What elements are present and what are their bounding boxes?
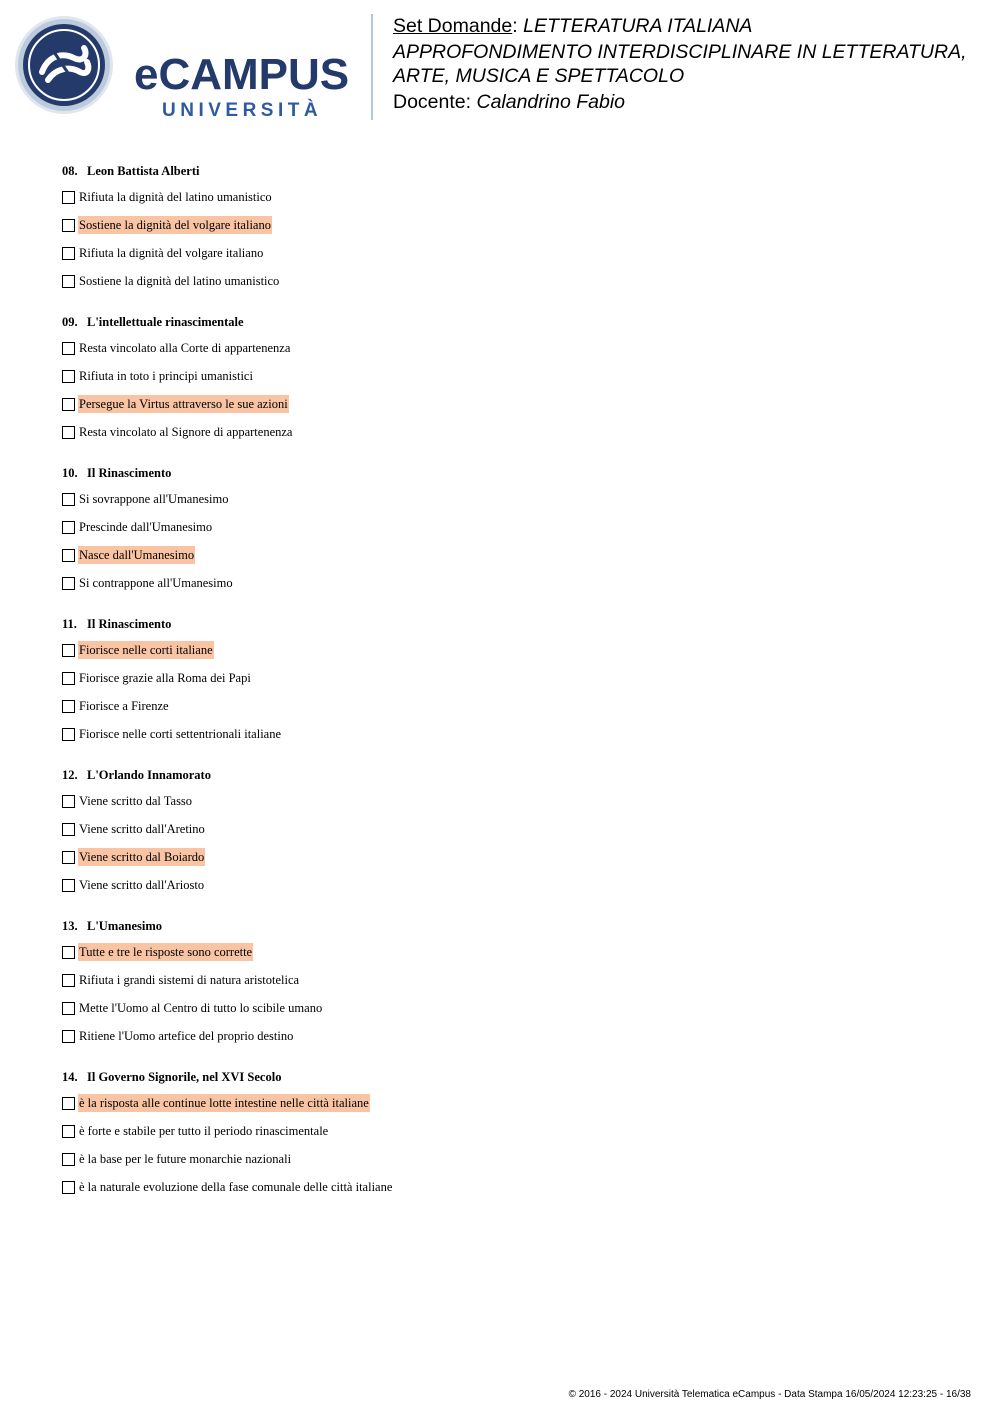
question-block — [62, 313, 762, 451]
answer-option[interactable] — [62, 971, 762, 999]
answer-text: Si contrappone all'Umanesimo — [79, 576, 233, 590]
set-colon: : — [512, 15, 518, 37]
answer-text-highlighted: Viene scritto dal Boiardo — [79, 850, 205, 864]
answer-option[interactable] — [62, 641, 762, 669]
ecampus-logo — [14, 14, 359, 121]
answer-option[interactable] — [62, 1094, 762, 1122]
answer-option[interactable] — [62, 1027, 762, 1055]
answer-text: Viene scritto dal Tasso — [79, 794, 193, 808]
answer-text: Resta vincolato al Signore di appartenenza — [79, 425, 293, 439]
answer-checkbox[interactable] — [62, 370, 75, 383]
question-title — [62, 162, 762, 180]
answer-checkbox[interactable] — [62, 1153, 75, 1166]
answer-checkbox[interactable] — [62, 1181, 75, 1194]
question-number: 10. — [62, 466, 78, 480]
docente-label: Docente: — [393, 91, 472, 113]
answer-checkbox[interactable] — [62, 577, 75, 590]
answer-text-highlighted: Fiorisce nelle corti italiane — [79, 643, 213, 657]
answer-text: Rifiuta la dignità del volgare italiano — [79, 246, 264, 260]
page-footer: © 2016 - 2024 Università Telematica eCampus - Data Stampa 16/05/2024 12:23:25 - 16/38 — [568, 1389, 971, 1400]
question-title — [62, 464, 762, 482]
answer-checkbox[interactable] — [62, 275, 75, 288]
question-text: Il Governo Signorile, nel XVI Secolo — [87, 1070, 282, 1084]
question-text: Il Rinascimento — [87, 617, 172, 631]
question-number: 13. — [62, 919, 78, 933]
answer-option[interactable] — [62, 339, 762, 367]
answer-option[interactable] — [62, 697, 762, 725]
question-number: 12. — [62, 768, 78, 782]
question-title — [62, 766, 762, 784]
answer-text: Fiorisce a Firenze — [79, 699, 169, 713]
answer-option[interactable] — [62, 188, 762, 216]
answer-option[interactable] — [62, 423, 762, 451]
question-number: 08. — [62, 164, 78, 178]
answer-text: è la naturale evoluzione della fase comunale delle città italiane — [79, 1180, 393, 1194]
answer-checkbox[interactable] — [62, 644, 75, 657]
answer-checkbox[interactable] — [62, 521, 75, 534]
answer-text: Fiorisce nelle corti settentrionali italiane — [79, 727, 282, 741]
header-divider — [371, 14, 373, 120]
question-text: L'Umanesimo — [87, 919, 162, 933]
answer-option[interactable] — [62, 725, 762, 753]
answer-checkbox[interactable] — [62, 219, 75, 232]
question-number: 09. — [62, 315, 78, 329]
course-name: LETTERATURA ITALIANA — [523, 15, 753, 37]
answer-text-highlighted: è la risposta alle continue lotte intestine nelle città italiane — [79, 1096, 369, 1110]
answer-checkbox[interactable] — [62, 1097, 75, 1110]
answer-option[interactable] — [62, 876, 762, 904]
question-title — [62, 1068, 762, 1086]
answer-option[interactable] — [62, 518, 762, 546]
answer-checkbox[interactable] — [62, 1002, 75, 1015]
question-text: L'Orlando Innamorato — [87, 768, 211, 782]
answer-checkbox[interactable] — [62, 795, 75, 808]
question-block — [62, 162, 762, 300]
question-text: Leon Battista Alberti — [87, 164, 200, 178]
set-label: Set Domande — [393, 15, 513, 37]
brand-wordmark: eCAMPUS — [134, 50, 350, 99]
docente-line — [393, 90, 983, 114]
answer-checkbox[interactable] — [62, 946, 75, 959]
answer-text: Rifiuta i grandi sistemi di natura aristotelica — [79, 973, 300, 987]
answer-text: Viene scritto dall'Ariosto — [79, 878, 205, 892]
answer-checkbox[interactable] — [62, 728, 75, 741]
answer-option[interactable] — [62, 848, 762, 876]
answer-option[interactable] — [62, 574, 762, 602]
question-title — [62, 313, 762, 331]
answer-checkbox[interactable] — [62, 1030, 75, 1043]
answer-option[interactable] — [62, 490, 762, 518]
answer-checkbox[interactable] — [62, 879, 75, 892]
answer-text: Rifiuta in toto i principi umanistici — [79, 369, 253, 383]
answer-checkbox[interactable] — [62, 974, 75, 987]
answer-text-highlighted: Persegue la Virtus attraverso le sue azioni — [79, 397, 288, 411]
answer-option[interactable] — [62, 792, 762, 820]
answer-text: Rifiuta la dignità del latino umanistico — [79, 190, 272, 204]
answer-option[interactable] — [62, 216, 762, 244]
answer-checkbox[interactable] — [62, 1125, 75, 1138]
answer-text: Mette l'Uomo al Centro di tutto lo scibile umano — [79, 1001, 323, 1015]
question-text: Il Rinascimento — [87, 466, 172, 480]
answer-text: Si sovrappone all'Umanesimo — [79, 492, 229, 506]
answer-text: Sostiene la dignità del latino umanistico — [79, 274, 280, 288]
answer-option[interactable] — [62, 943, 762, 971]
module-line-2: ARTE, MUSICA E SPETTACOLO — [393, 65, 685, 87]
answer-option[interactable] — [62, 272, 762, 300]
question-title — [62, 615, 762, 633]
question-list — [62, 162, 762, 1219]
question-number: 11. — [62, 617, 77, 631]
answer-option[interactable] — [62, 1178, 762, 1206]
answer-text: Ritiene l'Uomo artefice del proprio destino — [79, 1029, 294, 1043]
answer-option[interactable] — [62, 395, 762, 423]
question-text: L'intellettuale rinascimentale — [87, 315, 244, 329]
answer-option[interactable] — [62, 669, 762, 697]
question-block — [62, 766, 762, 904]
page-header — [0, 0, 1000, 130]
answer-text: Resta vincolato alla Corte di appartenenza — [79, 341, 291, 355]
answer-text: Viene scritto dall'Aretino — [79, 822, 205, 836]
answer-checkbox[interactable] — [62, 493, 75, 506]
answer-checkbox[interactable] — [62, 247, 75, 260]
answer-text: Fiorisce grazie alla Roma dei Papi — [79, 671, 251, 685]
module-line-1: APPROFONDIMENTO INTERDISCIPLINARE IN LETTERATURA, — [393, 41, 967, 63]
answer-text-highlighted: Tutte e tre le risposte sono corrette — [79, 945, 253, 959]
brand-subtitle: UNIVERSITÀ — [162, 100, 323, 121]
answer-text: Prescinde dall'Umanesimo — [79, 520, 213, 534]
answer-checkbox[interactable] — [62, 823, 75, 836]
question-block — [62, 1068, 762, 1206]
question-block — [62, 917, 762, 1055]
answer-checkbox[interactable] — [62, 851, 75, 864]
answer-checkbox[interactable] — [62, 672, 75, 685]
answer-option[interactable] — [62, 1122, 762, 1150]
question-number: 14. — [62, 1070, 78, 1084]
answer-text: è forte e stabile per tutto il periodo rinascimentale — [79, 1124, 329, 1138]
answer-checkbox[interactable] — [62, 342, 75, 355]
docente-name: Calandrino Fabio — [476, 91, 625, 113]
answer-option[interactable] — [62, 546, 762, 574]
answer-option[interactable] — [62, 820, 762, 848]
answer-checkbox[interactable] — [62, 549, 75, 562]
question-block — [62, 615, 762, 753]
course-info — [393, 14, 983, 114]
answer-checkbox[interactable] — [62, 191, 75, 204]
answer-text-highlighted: Nasce dall'Umanesimo — [79, 548, 195, 562]
answer-option[interactable] — [62, 1150, 762, 1178]
answer-option[interactable] — [62, 999, 762, 1027]
answer-checkbox[interactable] — [62, 426, 75, 439]
answer-checkbox[interactable] — [62, 398, 75, 411]
answer-text: è la base per le future monarchie nazionali — [79, 1152, 292, 1166]
answer-checkbox[interactable] — [62, 700, 75, 713]
set-line — [393, 14, 983, 38]
answer-option[interactable] — [62, 367, 762, 395]
answer-option[interactable] — [62, 244, 762, 272]
question-block — [62, 464, 762, 602]
ecampus-seal-icon — [14, 14, 124, 118]
question-title — [62, 917, 762, 935]
answer-text-highlighted: Sostiene la dignità del volgare italiano — [79, 218, 271, 232]
